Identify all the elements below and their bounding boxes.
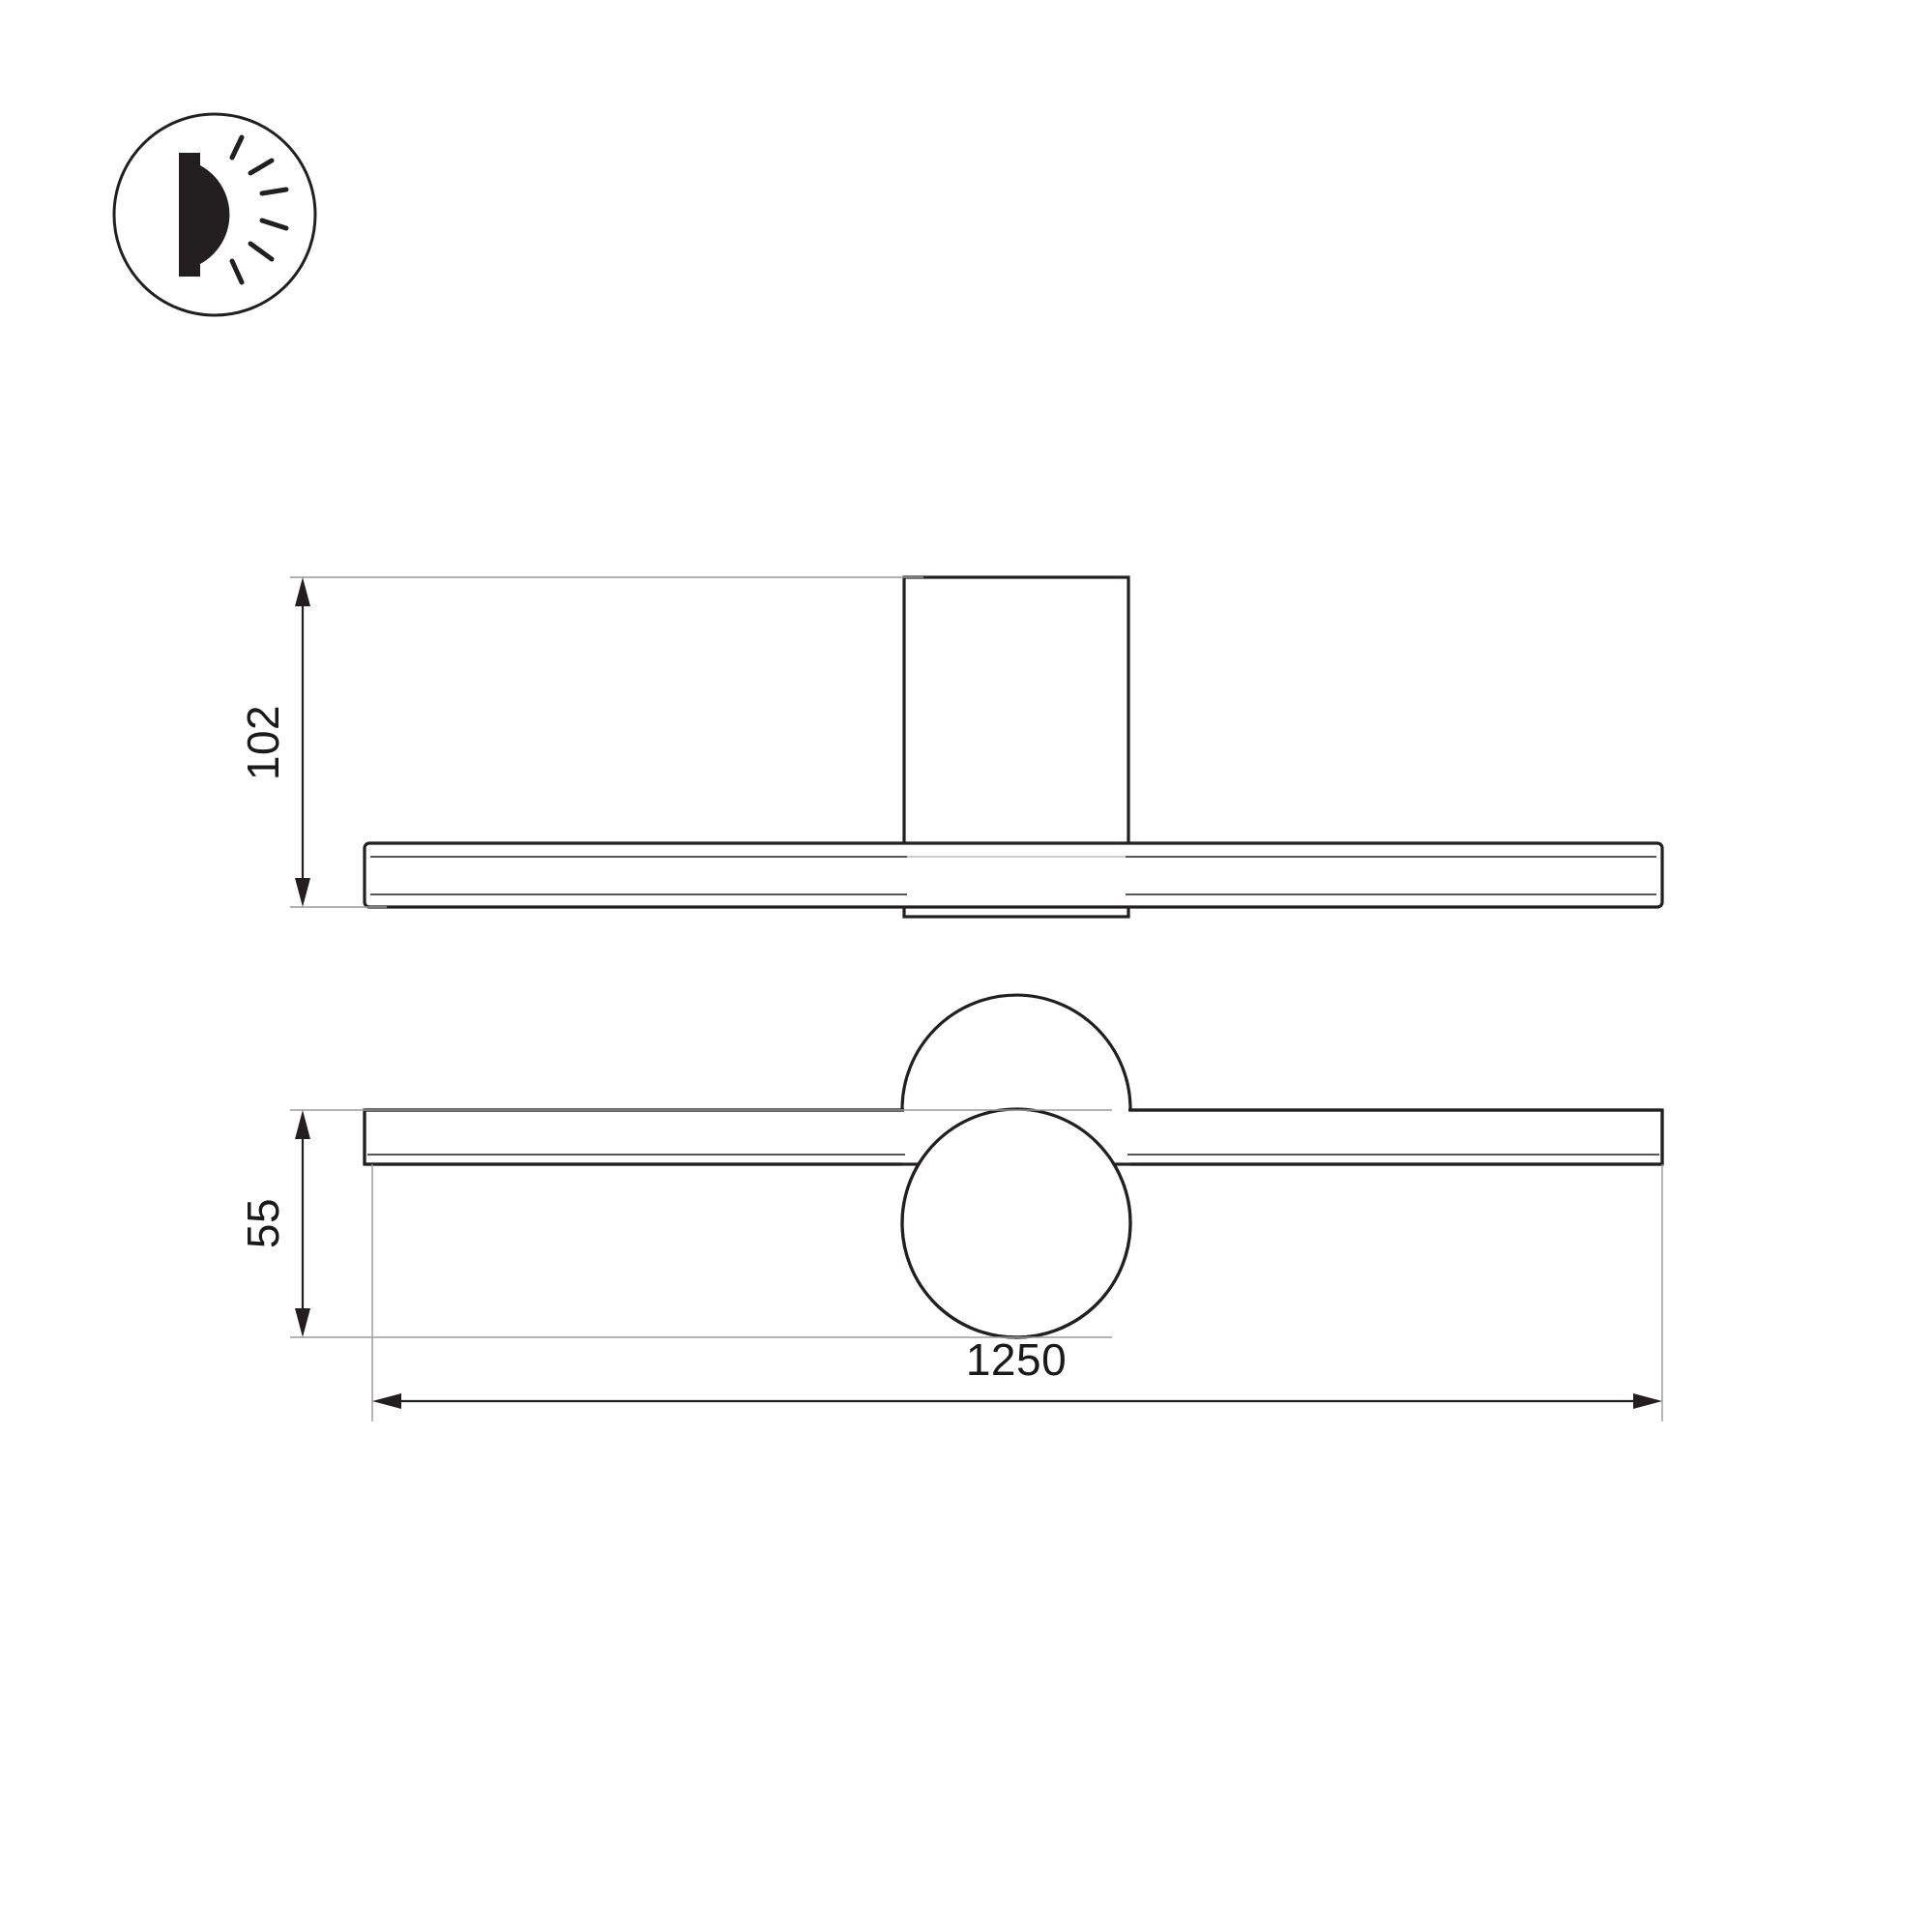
dimension-55-label: 55 bbox=[238, 1197, 288, 1249]
dimension-55 bbox=[238, 1110, 310, 1337]
dimension-102-label: 102 bbox=[238, 704, 288, 781]
wall-washer-icon bbox=[114, 114, 315, 315]
dimension-1250 bbox=[372, 1334, 1662, 1409]
front-view-mount-box bbox=[904, 577, 1128, 858]
dimension-1250-label: 1250 bbox=[965, 1334, 1068, 1385]
dimension-102 bbox=[238, 577, 310, 907]
front-view bbox=[238, 577, 1662, 917]
top-view bbox=[238, 995, 1662, 1421]
